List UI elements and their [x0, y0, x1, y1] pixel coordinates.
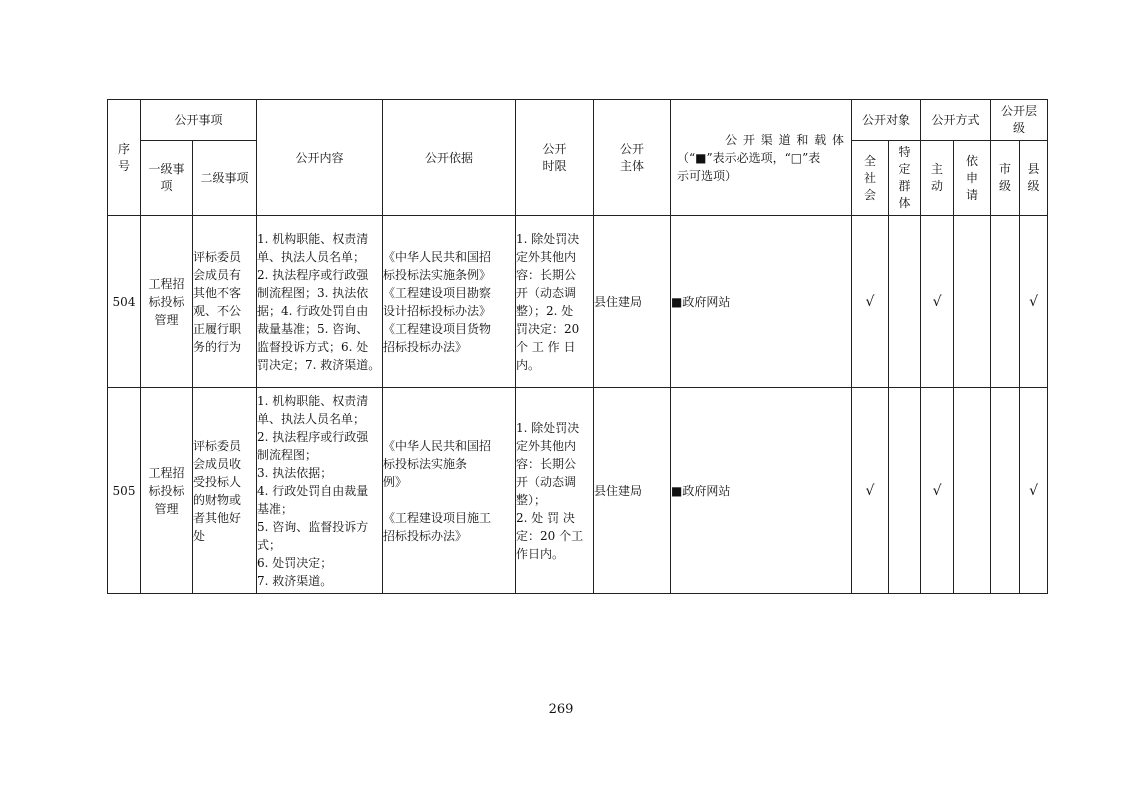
row-channel: ■政府网站 [671, 216, 852, 388]
header-items-group: 公开事项 [141, 100, 257, 141]
row-level-city [991, 388, 1020, 594]
row-seq: 504 [108, 216, 141, 388]
header-level1: 一级事 项 [141, 141, 193, 216]
row-level2: 评标委员 会成员有 其他不客 观、不公 正履行职 务的行为 [193, 216, 257, 388]
row-basis: 《中华人民共和国招 标投标法实施条例》 《工程建设项目勘察 设计招标投标办法》 《工程建设项目货物 招标投标办法》 [383, 216, 516, 388]
header-level-group: 公开层 级 [991, 100, 1048, 141]
table-row [108, 216, 1048, 388]
row-level-city [991, 216, 1020, 388]
header-audience-group: 公开对象 [852, 100, 921, 141]
row-method-request [954, 388, 991, 594]
header-basis: 公开依据 [383, 100, 516, 216]
header-seq: 序 号 [108, 100, 141, 216]
row-basis: 《中华人民共和国招 标投标法实施条 例》 《工程建设项目施工 招标投标办法》 [383, 388, 516, 594]
header-level2: 二级事项 [193, 141, 257, 216]
header-audience-specific: 特 定 群 体 [889, 141, 921, 216]
header-level-city: 市 级 [991, 141, 1020, 216]
header-channel: 公 开 渠 道 和 载 体 （“■”表示必选项，“□”表 示可选项） [671, 100, 852, 216]
row-level-county: √ [1020, 216, 1048, 388]
row-method-request [954, 216, 991, 388]
row-level2: 评标委员 会成员收 受投标人 的财物或 者其他好 处 [193, 388, 257, 594]
header-method-group: 公开方式 [921, 100, 991, 141]
row-method-active: √ [921, 216, 954, 388]
header-subject: 公开 主体 [594, 100, 671, 216]
header-method-active: 主 动 [921, 141, 954, 216]
row-audience-specific [889, 216, 921, 388]
page-number: 269 [548, 702, 574, 717]
row-subject: 县住建局 [594, 216, 671, 388]
header-method-request: 依 申 请 [954, 141, 991, 216]
disclosure-table [107, 99, 1048, 594]
header-audience-all: 全 社 会 [852, 141, 889, 216]
header-time-limit: 公开 时限 [516, 100, 594, 216]
row-method-active: √ [921, 388, 954, 594]
header-level-county: 县 级 [1020, 141, 1048, 216]
row-audience-specific [889, 388, 921, 594]
header-content: 公开内容 [257, 100, 383, 216]
row-level1: 工程招 标投标 管理 [141, 216, 193, 388]
row-level1: 工程招 标投标 管理 [141, 388, 193, 594]
row-audience-all: √ [852, 388, 889, 594]
row-channel: ■政府网站 [671, 388, 852, 594]
table-row [108, 388, 1048, 594]
row-content: 1. 机构职能、权责清 单、执法人员名单； 2. 执法程序或行政强 制流程图； 3. 执法依据； 4. 行政处罚自由裁量 基准； 5. 咨询、监督投诉方 式； 6. 处罚决定； 7. 救济渠道。 [257, 388, 383, 594]
row-time-limit: 1. 除处罚决 定外其他内 容：长期公 开（动态调 整）； 2. 处 罚 决 定：20 个工 作日内。 [516, 388, 594, 594]
row-level-county: √ [1020, 388, 1048, 594]
row-subject: 县住建局 [594, 388, 671, 594]
header-row-1 [108, 100, 1048, 141]
row-audience-all: √ [852, 216, 889, 388]
row-time-limit: 1. 除处罚决 定外其他内 容：长期公 开（动态调 整）；2. 处 罚决定：20 个 工 作 日 内。 [516, 216, 594, 388]
row-seq: 505 [108, 388, 141, 594]
row-content: 1. 机构职能、权责清 单、执法人员名单； 2. 执法程序或行政强 制流程图；3. 执法依 据；4. 行政处罚自由 裁量基准；5. 咨询、 监督投诉方式；6. 处 罚决定；7. 救济渠道。 [257, 216, 383, 388]
